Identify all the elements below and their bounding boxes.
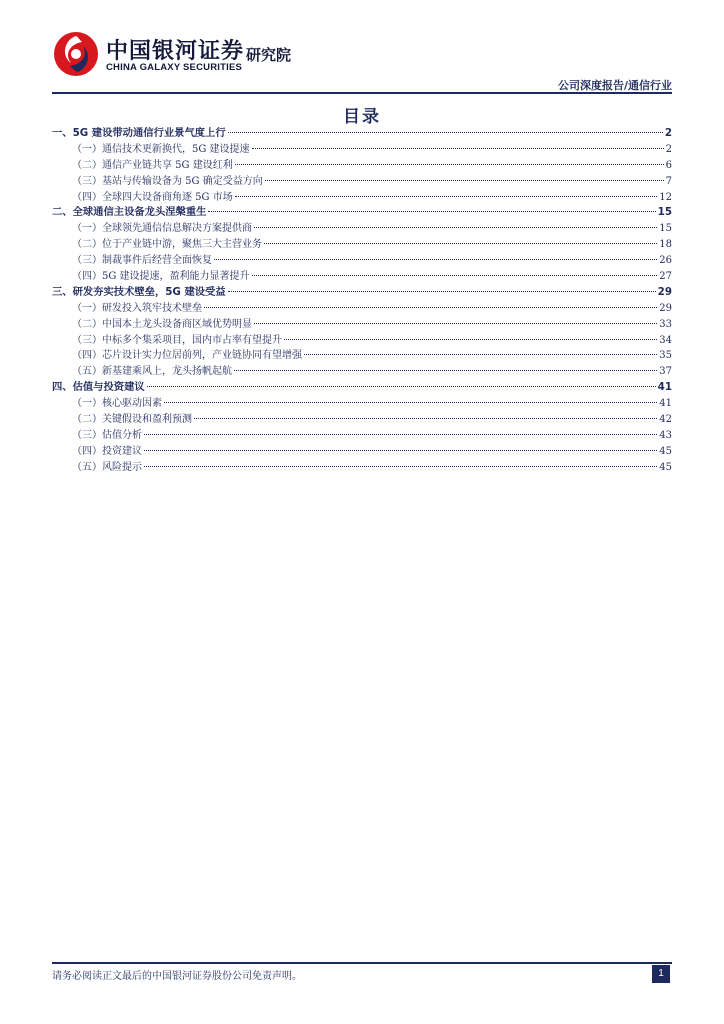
toc-subsection-2-1[interactable]: （一）全球领先通信信息解决方案提供商 15	[72, 223, 672, 235]
footer-divider	[52, 962, 672, 964]
toc-subsection-4-2[interactable]: （二）关键假设和盈利预测 42	[72, 414, 672, 426]
toc-subsection-1-2[interactable]: （二）通信产业链共享 5G 建设红利 6	[72, 159, 672, 171]
toc-subsection-1-3[interactable]: （三）基站与传输设备为 5G 确定受益方向 7	[72, 175, 672, 187]
toc-subsection-3-3[interactable]: （三）中标多个集采项目，国内市占率有望提升 34	[72, 334, 672, 346]
toc-subsection-2-4[interactable]: （四）5G 建设提速，盈利能力显著提升 27	[72, 271, 672, 283]
toc-section-3[interactable]: 三、研发夯实技术壁垒，5G 建设受益 29	[52, 285, 672, 298]
toc-subsection-3-2[interactable]: （二）中国本土龙头设备商区域优势明显 33	[72, 318, 672, 330]
table-of-contents	[52, 126, 672, 476]
toc-section-4[interactable]: 四、估值与投资建议 41	[52, 381, 672, 394]
toc-subsection-4-5[interactable]: （五）风险提示 45	[72, 461, 672, 473]
toc-subsection-1-1[interactable]: （一）通信技术更新换代，5G 建设提速 2	[72, 143, 672, 155]
footer-disclaimer: 请务必阅读正文最后的中国银河证券股份公司免责声明。	[52, 971, 302, 982]
company-logo	[36, 26, 316, 84]
galaxy-logo-icon	[52, 30, 100, 78]
toc-subsection-3-5[interactable]: （五）新基建乘风上，龙头扬帆起航 37	[72, 366, 672, 378]
toc-section-1[interactable]: 一、5G 建设带动通信行业景气度上行 2	[52, 127, 672, 139]
toc-subsection-4-1[interactable]: （一）核心驱动因素 41	[72, 398, 672, 410]
toc-subsection-4-4[interactable]: （四）投资建议 45	[72, 445, 672, 457]
logo-institute: 研究院	[246, 46, 292, 64]
toc-subsection-4-3[interactable]: （三）估值分析 43	[72, 429, 672, 441]
toc-subsection-2-2[interactable]: （二）位于产业链中游，聚焦三大主营业务 18	[72, 239, 672, 251]
logo-english-name: CHINA GALAXY SECURITIES	[106, 62, 243, 73]
header-divider	[52, 92, 672, 94]
report-type-label: 公司深度报告/通信行业	[557, 79, 672, 92]
toc-subsection-2-3[interactable]: （三）制裁事件后经营全面恢复 26	[72, 255, 672, 267]
toc-title: 目录	[343, 107, 381, 127]
toc-subsection-3-4[interactable]: （四）芯片设计实力位居前列，产业链协同有望增强 35	[72, 350, 672, 362]
toc-subsection-1-4[interactable]: （四）全球四大设备商角逐 5G 市场 12	[72, 191, 672, 203]
toc-subsection-3-1[interactable]: （一）研发投入筑牢技术壁垒 29	[72, 302, 672, 314]
logo-chinese-name: 中国银河证券	[106, 39, 245, 64]
page-number: 1	[652, 965, 670, 983]
toc-section-2[interactable]: 二、全球通信主设备龙头涅槃重生 15	[52, 206, 672, 219]
